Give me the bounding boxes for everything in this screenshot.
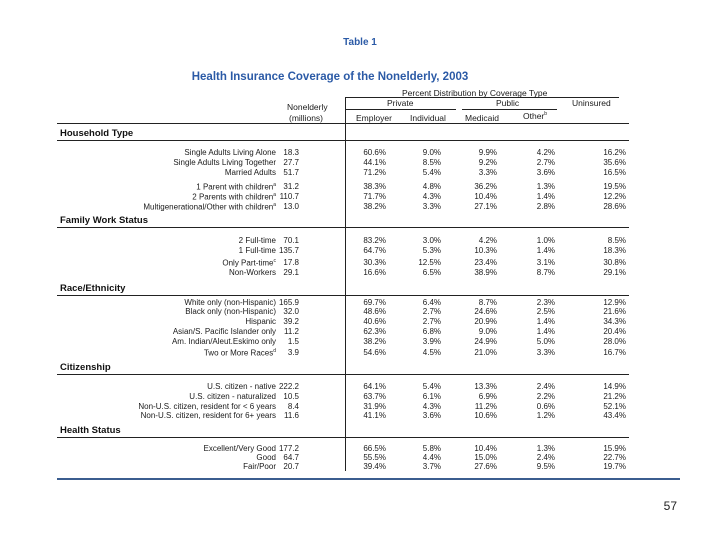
row-value: 5.3% (422, 246, 441, 255)
row-value: 3.6% (422, 411, 441, 420)
row-value: 29.1 (283, 268, 299, 277)
row-value: 1.2% (536, 411, 555, 420)
row-value: 2.3% (536, 298, 555, 307)
row-value: 52.1% (603, 402, 626, 411)
row-value: 10.4% (474, 444, 497, 453)
row-value: 4.8% (422, 182, 441, 191)
row-value: 10.6% (474, 411, 497, 420)
row-value: 28.6% (603, 202, 626, 211)
row-value: 20.7 (283, 462, 299, 471)
row-value: 34.3% (603, 317, 626, 326)
header-distribution: Percent Distribution by Coverage Type (402, 88, 548, 98)
row-value: 6.5% (422, 268, 441, 277)
row-value: 16.5% (603, 168, 626, 177)
row-value: 54.6% (363, 348, 386, 357)
row-value: 24.6% (474, 307, 497, 316)
row-value: 4.2% (478, 236, 497, 245)
row-label: U.S. citizen - naturalized (189, 392, 276, 401)
row-value: 4.5% (422, 348, 441, 357)
row-value: 1.0% (536, 236, 555, 245)
row-value: 5.8% (422, 444, 441, 453)
row-label: Hispanic (245, 317, 276, 326)
row-value: 6.8% (422, 327, 441, 336)
row-value: 38.2% (363, 337, 386, 346)
row-label: 2 Parents with children$^a$ (192, 192, 276, 202)
row-value: 3.9% (422, 337, 441, 346)
row-value: 3.6% (536, 168, 555, 177)
row-value: 10.4% (474, 192, 497, 201)
row-value: 11.2 (284, 327, 299, 336)
row-value: 22.7% (603, 453, 626, 462)
row-value: 222.2 (278, 382, 299, 391)
section-title: Household Type (60, 128, 134, 139)
row-label: Non-U.S. citizen, resident for 6+ years (140, 411, 276, 420)
row-value: 1.3% (536, 182, 555, 191)
row-value: 3.7% (422, 462, 441, 471)
row-label: Multigenerational/Other with children$^a$ (143, 202, 276, 212)
section-title: Health Status (60, 425, 121, 436)
row-value: 15.9% (603, 444, 626, 453)
row-label: 2 Full-time (238, 236, 276, 245)
header-medicaid: Medicaid (465, 113, 500, 123)
row-label: Married Adults (224, 168, 276, 177)
row-value: 8.7% (536, 268, 555, 277)
row-value: 6.1% (422, 392, 441, 401)
row-value: 1.4% (536, 327, 555, 336)
row-value: 63.7% (363, 392, 386, 401)
row-value: 36.2% (474, 182, 497, 191)
row-value: 12.5% (418, 258, 441, 267)
row-value: 2.4% (536, 453, 555, 462)
row-value: 4.3% (422, 402, 441, 411)
row-value: 31.2 (283, 182, 299, 191)
row-label: U.S. citizen - native (207, 382, 276, 391)
row-value: 12.9% (603, 298, 626, 307)
row-label: Black only (non-Hispanic) (185, 307, 276, 316)
row-value: 64.7 (283, 453, 299, 462)
row-value: 18.3% (603, 246, 626, 255)
row-value: 21.2% (603, 392, 626, 401)
row-value: 60.6% (363, 148, 386, 157)
footer-rule (57, 478, 680, 480)
row-value: 1.4% (536, 192, 555, 201)
private-rule (346, 109, 456, 110)
row-value: 4.2% (536, 148, 555, 157)
row-value: 8.4 (287, 402, 299, 411)
row-value: 32.0 (283, 307, 299, 316)
header-private: Private (387, 98, 414, 108)
header-uninsured: Uninsured (572, 98, 611, 108)
row-value: 11.6 (284, 411, 299, 420)
row-value: 6.9% (478, 392, 497, 401)
row-value: 2.5% (536, 307, 555, 316)
row-value: 64.1% (363, 382, 386, 391)
header-other: Other$^b$ (523, 111, 548, 121)
row-value: 39.2 (283, 317, 299, 326)
header-public: Public (496, 98, 520, 108)
row-value: 29.1% (603, 268, 626, 277)
row-value: 51.7 (283, 168, 299, 177)
row-value: 4.4% (422, 453, 441, 462)
row-value: 41.1% (363, 411, 386, 420)
row-value: 23.4% (474, 258, 497, 267)
row-value: 71.2% (363, 168, 386, 177)
row-value: 17.8 (283, 258, 299, 267)
row-label: Two or More Races$^d$ (203, 348, 276, 358)
row-value: 38.3% (363, 182, 386, 191)
row-value: 16.6% (363, 268, 386, 277)
row-label: Non-U.S. citizen, resident for < 6 years (138, 402, 276, 411)
row-value: 3.3% (422, 202, 441, 211)
row-value: 62.3% (363, 327, 386, 336)
row-value: 83.2% (363, 236, 386, 245)
row-value: 8.7% (478, 298, 497, 307)
row-value: 9.9% (478, 148, 497, 157)
row-value: 21.6% (603, 307, 626, 316)
row-value: 3.3% (536, 348, 555, 357)
row-label: Fair/Poor (243, 462, 276, 471)
row-value: 9.0% (422, 148, 441, 157)
row-value: 16.2% (603, 148, 626, 157)
row-value: 38.2% (363, 202, 386, 211)
row-value: 8.5% (422, 158, 441, 167)
row-value: 38.9% (474, 268, 497, 277)
row-label: Single Adults Living Alone (184, 148, 276, 157)
row-value: 2.2% (536, 392, 555, 401)
row-value: 110.7 (279, 192, 299, 201)
header-rule (57, 123, 629, 124)
row-value: 40.6% (363, 317, 386, 326)
row-value: 4.3% (422, 192, 441, 201)
row-value: 2.7% (422, 307, 441, 316)
row-value: 3.9 (287, 348, 299, 357)
section-rule (57, 227, 629, 228)
row-value: 55.5% (363, 453, 386, 462)
header-millions: (millions) (289, 113, 323, 123)
row-value: 14.9% (603, 382, 626, 391)
row-value: 5.4% (422, 382, 441, 391)
row-value: 28.0% (603, 337, 626, 346)
row-value: 2.8% (536, 202, 555, 211)
row-value: 64.7% (363, 246, 386, 255)
row-value: 177.2 (278, 444, 299, 453)
row-value: 1.4% (536, 317, 555, 326)
row-value: 12.2% (603, 192, 626, 201)
row-value: 70.1 (283, 236, 299, 245)
page-number: 57 (663, 499, 677, 513)
distribution-rule (346, 97, 619, 98)
row-value: 1.5 (287, 337, 299, 346)
row-value: 9.2% (478, 158, 497, 167)
header-employer: Employer (356, 113, 392, 123)
section-rule (57, 437, 629, 438)
row-label: Good (256, 453, 276, 462)
row-value: 24.9% (474, 337, 497, 346)
section-rule (57, 374, 629, 375)
row-value: 11.2% (474, 402, 497, 411)
row-value: 13.0 (283, 202, 299, 211)
row-value: 3.0% (422, 236, 441, 245)
row-value: 15.0% (474, 453, 497, 462)
row-value: 21.0% (474, 348, 497, 357)
row-value: 9.0% (478, 327, 497, 336)
section-rule (57, 140, 629, 141)
row-label: 1 Full-time (238, 246, 276, 255)
row-value: 6.4% (422, 298, 441, 307)
row-value: 0.6% (536, 402, 555, 411)
row-value: 66.5% (363, 444, 386, 453)
row-value: 135.7 (278, 246, 299, 255)
row-value: 1.3% (536, 444, 555, 453)
header-individual: Individual (410, 113, 446, 123)
row-value: 10.5 (283, 392, 299, 401)
row-value: 2.4% (536, 382, 555, 391)
row-value: 43.4% (603, 411, 626, 420)
row-value: 10.3% (474, 246, 497, 255)
section-title: Race/Ethnicity (60, 283, 126, 294)
row-value: 39.4% (363, 462, 386, 471)
row-value: 27.1% (474, 202, 497, 211)
section-title: Citizenship (60, 362, 111, 373)
row-value: 3.3% (478, 168, 497, 177)
row-label: Non-Workers (229, 268, 276, 277)
row-label: Single Adults Living Together (173, 158, 276, 167)
table-title: Health Insurance Coverage of the Nonelderly, 2003 (191, 71, 469, 83)
row-label: Am. Indian/Aleut.Eskimo only (171, 337, 276, 346)
public-rule (462, 109, 557, 110)
row-label: White only (non-Hispanic) (184, 298, 276, 307)
row-value: 48.6% (363, 307, 386, 316)
row-value: 27.7 (283, 158, 299, 167)
row-value: 9.5% (536, 462, 555, 471)
header-nonelderly: Nonelderly (287, 102, 328, 112)
row-value: 20.4% (603, 327, 626, 336)
row-value: 20.9% (474, 317, 497, 326)
row-label: 1 Parent with children$^a$ (196, 182, 276, 192)
row-value: 5.4% (422, 168, 441, 177)
row-value: 1.4% (536, 246, 555, 255)
section-title: Family Work Status (60, 215, 148, 226)
row-label: Excellent/Very Good (203, 444, 276, 453)
row-value: 165.9 (278, 298, 299, 307)
row-value: 27.6% (474, 462, 497, 471)
row-value: 19.7% (603, 462, 626, 471)
section-rule (57, 295, 629, 296)
row-value: 19.5% (603, 182, 626, 191)
row-value: 30.3% (363, 258, 386, 267)
row-value: 2.7% (422, 317, 441, 326)
row-value: 3.1% (536, 258, 555, 267)
row-value: 13.3% (474, 382, 497, 391)
row-label: Asian/S. Pacific Islander only (172, 327, 276, 336)
row-value: 31.9% (363, 402, 386, 411)
row-value: 16.7% (603, 348, 626, 357)
row-value: 18.3 (283, 148, 299, 157)
row-value: 8.5% (607, 236, 626, 245)
row-value: 35.6% (603, 158, 626, 167)
row-label: Only Part-time$^c$ (222, 258, 276, 268)
row-value: 2.7% (536, 158, 555, 167)
row-value: 5.0% (536, 337, 555, 346)
row-value: 44.1% (363, 158, 386, 167)
row-value: 30.8% (603, 258, 626, 267)
row-value: 69.7% (363, 298, 386, 307)
row-value: 71.7% (363, 192, 386, 201)
table-number: Table 1 (343, 37, 377, 48)
